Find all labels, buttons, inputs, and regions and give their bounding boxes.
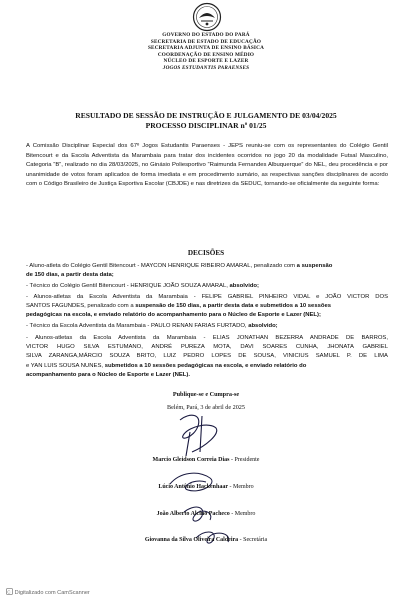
signature-role: - Membro [228,484,254,490]
decision-3-penalty: suspensão de 150 dias, a partir desta data e submetidos a 10 sessões [135,303,332,309]
decision-1-line-2 [26,271,388,280]
decision-1-penalty: a suspensão [296,263,333,269]
header-line: GOVERNO DO ESTADO DO PARÁ [162,32,250,38]
signature-name: Marcio Gleidson Correia Dias [152,457,230,463]
camscanner-icon [6,588,13,595]
signature-president [0,457,412,463]
decision-5-line-1: - Alunos-atletas da Escola Adventista da Marambaia - ELIAS JONATHAN BEZERRA ANDRADE DE BARROS, [26,335,388,341]
decision-2-verdict: absolvido; [229,283,259,289]
decision-5-line-5 [26,371,388,380]
signature-role: - Secretária [238,537,268,543]
decision-5-penalty-cont: acompanhamento para o Núcleo de Esporte e Lazer (NEL). [26,372,190,378]
footer-text: Digitalizado com CamScanner [14,590,90,596]
signature-name: João Alberto Alcino Pacheco [156,511,230,517]
header-line: SECRETARIA ADJUNTA DE ENSINO BÁSICA [147,45,265,52]
place-date: Belém, Pará, 3 de abril de 2025 [166,404,245,411]
scanner-footer [6,588,90,596]
signature-secretary [0,537,412,543]
signature-member-1 [0,484,412,490]
decision-5-penalty: submetidos a 10 sessões pedagógicas na escola, e enviado relatório do [104,363,307,369]
decision-2-text: - Técnico do Colégio Gentil Bitencourt - HENRIQUE JOÃO SOUZA AMARAL, [26,283,228,289]
decision-4-text: - Técnico da Escola Adventista da Marambaia - PAULO RENAN FARIAS FURTADO, [26,323,247,329]
document-title: RESULTADO DE SESSÃO DE INSTRUÇÃO E JULGAMENTO DE 03/04/2025 [75,111,337,120]
decision-5-line-4 [26,362,388,371]
svg-text:C: C [7,589,11,595]
signature-member-2 [0,511,412,517]
publish-statement: Publique-se e Cumpra-se [172,391,240,398]
header-line: COORDENAÇÃO DE ENSINO MÉDIO [157,51,255,58]
decision-5-line-2: VICTOR HUGO SILVA ESTUMANO, ANDRÉ PUREZA MOTA, DAVI SOARES CUNHA, JHONATA GABRIEL [26,344,388,350]
header-block [0,32,412,72]
decision-1-penalty-cont: de 150 dias, a partir desta data; [26,272,114,278]
decision-5-line-3: SILVA ZARANGA,MÁRCIO SOUZA BRITO, LUIZ PEDRO LOPES DE SOUSA, VINICIUS SAMUEL P. DE LIMA [26,353,388,359]
intro-paragraph: A Comissão Disciplinar Especial dos 67º Jogos Estudantis Paraenses - JEPS reuniu-se com os representantes do Colégio Gentil Bitencourt e da Escola Adventista da Marambaia para tratar dos incidentes ocorridos no jogo 20 da modalidade Futsal Masculino, Categoria “B”, realizado no dia 28/03/2025, no Ginásio Poliesportivo “Raimunda Fernandes Albuquerque” do NEL, deu procedência e por unanimidade de votos foram aplicados de forma imediata e em procedimento sumário, as respectivas sanções disciplinares de acordo com o Código Brasileiro de Justiça Esportiva Escolar (CBJDE) e nas diretrizes da SEDUC, tornando-se oficialmente da seguinte forma: [26,143,388,188]
decision-2 [26,282,388,291]
decision-1-line-1 [26,262,388,271]
decision-3-line-1: - Alunos-atletas da Escola Adventista da Marambaia - FELIPE GABRIEL PINHEIRO VIDAL e JOÃO VICTOR DOS [26,294,388,300]
decision-3-line-3 [26,311,388,320]
decision-3-line-2 [26,302,388,311]
signature-role: - Presidente [229,457,260,463]
signature-role: - Membro [229,511,256,517]
header-line: NÚCLEO DE ESPORTE E LAZER [163,58,249,65]
decision-5-names-end: e YAN LUIS SOUSA NUNES, [26,363,104,369]
decision-4 [26,322,388,331]
decision-3-text: SANTOS FAGUNDES, penalizado com a [26,303,134,309]
decisions-heading: DECISÕES [187,249,225,257]
process-number: PROCESSO DISCIPLINAR nº 01/25 [145,121,267,130]
decision-3-penalty-cont: pedagógicas na escola, e enviado relatório do acompanhamento para o Núcleo de Esporte e Lazer (NEL); [26,312,321,318]
header-line: JOGOS ESTUDANTIS PARAENSES [162,64,250,71]
header-line: SECRETARIA DE ESTADO DE EDUCAÇÃO [150,38,262,45]
decision-1-text: - Aluno-atleta do Colégio Gentil Bitencourt - MAYCON HENRIQUE RIBEIRO AMARAL, penalizado com [26,263,296,269]
state-seal-icon [192,2,222,32]
signature-name: Lúcio Antônio Hackenhaar [158,484,228,490]
decision-4-verdict: absolvido; [248,323,278,329]
signature-name: Giovanna da Silva Oliveira Caldeira [144,537,239,543]
